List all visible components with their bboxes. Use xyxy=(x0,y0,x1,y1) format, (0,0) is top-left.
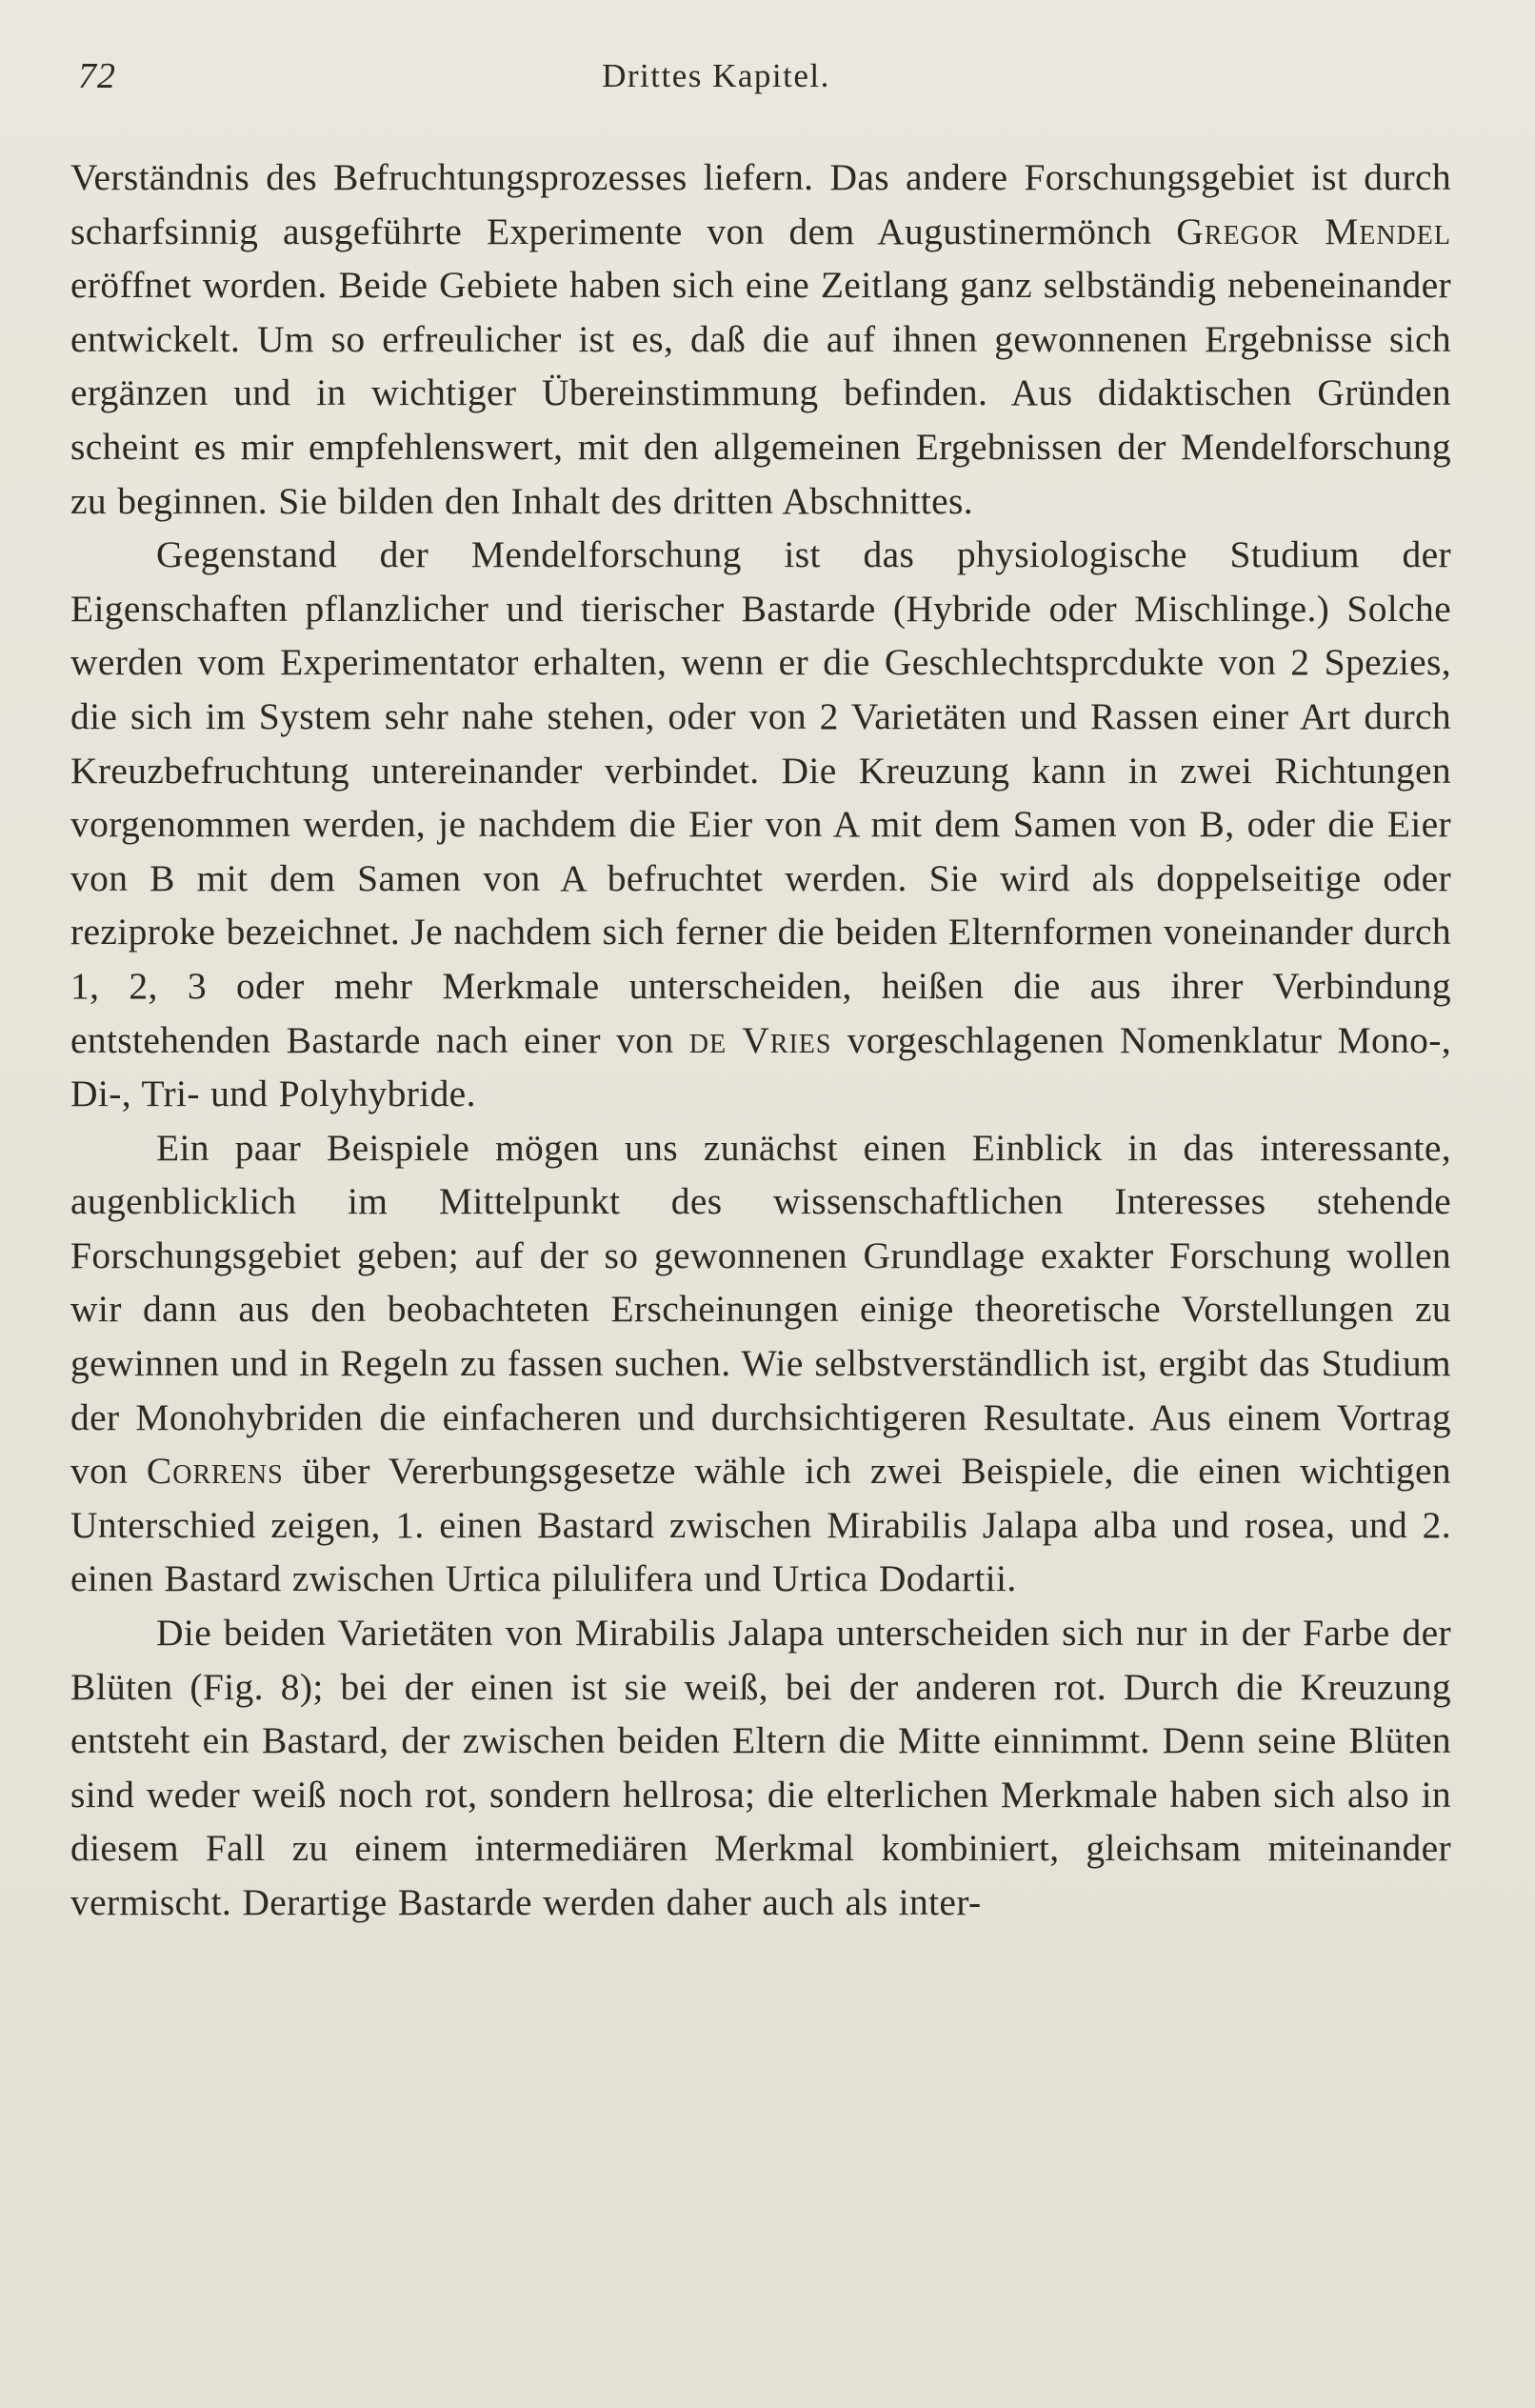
text-run: Gegenstand der Mendelforschung ist das physiologische Studium der Eigenschaften pflanzlicher und tierischer Bastarde (Hybride oder Mischlinge.) Solche werden vom Experimentator erhalten, wenn er die Geschlechtsprcdukte von 2 Spezies, die sich im System sehr nahe stehen, oder von 2 Varietäten und Rassen einer Art durch Kreuzbefruchtung untereinander verbindet. Die Kreuzung kann in zwei Richtungen vorgenommen werden, je nachdem die Eier von A mit dem Samen von B, oder die Eier von B mit dem Samen von A befruchtet werden. Sie wird als doppelseitige oder reziproke bezeichnet. Je nachdem sich ferner die beiden Elternformen voneinander durch 1, 2, 3 oder mehr Merkmale unterscheiden, heißen die aus ihrer Verbindung entstehenden Bastarde nach einer von xyxy=(70,533,1451,1061)
author-name: Correns xyxy=(146,1450,284,1493)
paragraph xyxy=(70,1121,1451,1606)
paragraph xyxy=(70,528,1451,1121)
body-text xyxy=(70,150,1451,1930)
author-name: Gregor Mendel xyxy=(1176,210,1451,252)
running-title: Drittes Kapitel. xyxy=(602,57,830,94)
text-run: Die beiden Varietäten von Mirabilis Jalapa unterscheiden sich nur in der Farbe der Blüten (Fig. 8); bei der einen ist sie weiß, bei der anderen rot. Durch die Kreuzung entsteht ein Bastard, der zwischen beiden Eltern die Mitte einnimmt. Denn seine Blüten sind weder weiß noch rot, sondern hellrosa; die elterlichen Merkmale haben sich also in diesem Fall zu einem intermediären Merkmal kombiniert, gleichsam miteinander vermischt. Derartige Bastarde werden daher auch als inter- xyxy=(70,1612,1451,1923)
text-run: vorgeschlagenen Nomenklatur Mono-, Di-, Tri- und Polyhybride. xyxy=(70,1018,1452,1115)
text-run: über Vererbungsgesetze wähle ich zwei Beispiele, die einen wichtigen Unterschied zeigen, 1. einen Bastard zwischen Mirabilis Jalapa alba und rosea, und 2. einen Bastard zwischen Urtica pilulifera und Urtica Dodartii. xyxy=(70,1450,1451,1600)
paragraph xyxy=(70,1606,1451,1930)
page-number: 72 xyxy=(78,56,116,96)
text-run: Verständnis des Befruchtungsprozesses liefern. Das andere Forschungsgebiet ist durch scharfsinnig ausgeführte Experimente von dem Augustinermönch xyxy=(70,156,1451,252)
author-name: de Vries xyxy=(688,1018,832,1061)
paragraph xyxy=(70,150,1451,528)
text-run: Ein paar Beispiele mögen uns zunächst einen Einblick in das interessante, augenblicklich im Mittelpunkt des wissenschaftlichen Interesses stehende Forschungsgebiet geben; auf der so gewonnenen Grundlage exakter Forschung wollen wir dann aus den beobachteten Erscheinungen einige theoretische Vorstellungen zu gewinnen und in Regeln zu fassen suchen. Wie selbstverständlich ist, ergibt das Studium der Monohybriden die einfacheren und durchsichtigeren Resultate. Aus einem Vortrag von xyxy=(70,1126,1451,1493)
text-run: eröffnet worden. Beide Gebiete haben sich eine Zeitlang ganz selbständig nebeneinander entwickelt. Um so erfreulicher ist es, daß die auf ihnen gewonnenen Ergebnisse sich ergänzen und in wichtiger Übereinstimmung befinden. Aus didaktischen Gründen scheint es mir empfehlenswert, mit den allgemeinen Ergebnissen der Mendelforschung zu beginnen. Sie bilden den Inhalt des dritten Abschnittes. xyxy=(70,264,1451,522)
running-head xyxy=(78,55,1459,103)
